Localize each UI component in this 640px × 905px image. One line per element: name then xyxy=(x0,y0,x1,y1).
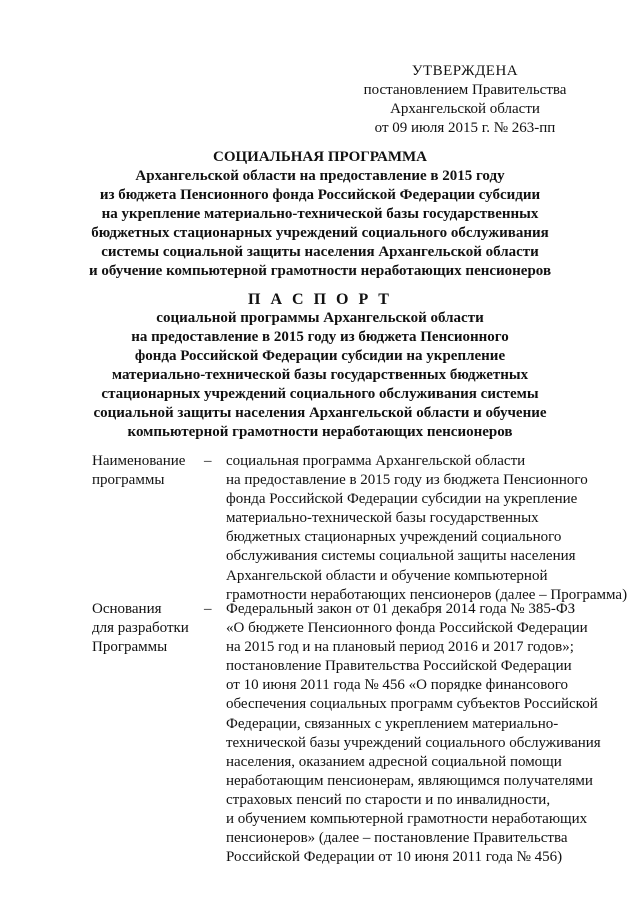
approval-line: постановлением Правительства xyxy=(363,82,567,98)
program-title xyxy=(40,148,600,281)
row-value-line: материально-технической базы государственных xyxy=(226,510,539,527)
row-value-line: пенсионеров» (далее – постановление Правительства xyxy=(226,830,568,847)
program-title-heading: СОЦИАЛЬНАЯ ПРОГРАММА xyxy=(212,149,428,165)
row-value-line: фонда Российской Федерации субсидии на укрепление xyxy=(226,491,578,508)
row-value-line: на предоставление в 2015 году из бюджета Пенсионного xyxy=(226,472,588,489)
row-label xyxy=(92,600,202,657)
row-value-line: «О бюджете Пенсионного фонда Российской Федерации xyxy=(226,620,588,637)
row-value-line: обеспечения социальных программ субъектов Российской xyxy=(226,696,598,713)
row-value-line: постановление Правительства Российской Федерации xyxy=(226,658,572,675)
row-value-line: на 2015 год и на плановый период 2016 и 2017 годов»; xyxy=(226,639,574,656)
approval-line: Архангельской области xyxy=(390,101,540,117)
row-label-line: Программы xyxy=(92,639,168,656)
row-label-line: Наименование xyxy=(92,453,186,469)
row-value-line: неработающим пенсионерам, являющимся получателями xyxy=(226,772,593,789)
approval-heading: УТВЕРЖДЕНА xyxy=(411,63,519,79)
passport-heading: П А С П О Р Т xyxy=(248,291,392,308)
row-value-line: Федеральный закон от 01 декабря 2014 года № 385-ФЗ xyxy=(226,601,576,617)
passport-title-line: стационарных учреждений социального обслуживания системы xyxy=(101,386,539,402)
passport-title xyxy=(40,290,600,442)
row-label-line: для разработки xyxy=(92,620,189,637)
row-value-line: и обучением компьютерной грамотности неработающих xyxy=(226,811,588,828)
passport-title-line: материально-технической базы государственных бюджетных xyxy=(111,367,529,383)
row-value-line: от 10 июня 2011 года № 456 «О порядке финансового xyxy=(226,677,568,694)
row-value-line: социальная программа Архангельской области xyxy=(226,453,526,469)
row-label-line: Основания xyxy=(92,601,162,617)
row-value-line: бюджетных стационарных учреждений социального xyxy=(226,529,562,546)
approval-stamp xyxy=(340,62,590,138)
row-value xyxy=(226,600,622,867)
passport-title-line: социальной защиты населения Архангельской области и обучение xyxy=(93,405,547,421)
passport-title-line: социальной программы Архангельской области xyxy=(156,310,484,326)
row-dash: – xyxy=(204,601,212,617)
row-value xyxy=(226,452,628,605)
passport-title-line: на предоставление в 2015 году из бюджета Пенсионного xyxy=(131,329,509,345)
program-title-line: из бюджета Пенсионного фонда Российской Федерации субсидии xyxy=(99,187,541,203)
program-title-line: Архангельской области на предоставление в 2015 году xyxy=(135,168,505,184)
row-label xyxy=(92,452,202,490)
program-title-line: на укрепление материально-технической базы государственных xyxy=(101,206,539,222)
passport-title-line: фонда Российской Федерации субсидии на укрепление xyxy=(134,348,506,364)
approval-line: от 09 июля 2015 г. № 263-пп xyxy=(374,120,556,136)
row-value-line: грамотности неработающих пенсионеров (далее – Программа) xyxy=(226,586,628,603)
row-dash: – xyxy=(204,453,212,469)
row-label-line: программы xyxy=(92,472,165,489)
row-value-line: обслуживания системы социальной защиты населения xyxy=(226,548,576,565)
passport-title-line: компьютерной грамотности неработающих пенсионеров xyxy=(127,424,513,440)
program-title-line: системы социальной защиты населения Архангельской области xyxy=(101,244,539,260)
program-title-line: бюджетных стационарных учреждений социального обслуживания xyxy=(91,225,549,241)
program-title-line: и обучение компьютерной грамотности неработающих пенсионеров xyxy=(88,263,552,279)
row-value-line: технической базы учреждений социального обслуживания xyxy=(226,734,601,751)
row-value-line: Архангельской области и обучение компьютерной xyxy=(226,567,548,584)
row-value-line: страховых пенсий по старости и по инвалидности, xyxy=(226,791,551,808)
row-value-line: Российской Федерации от 10 июня 2011 года № 456) xyxy=(226,849,563,866)
row-value-line: Федерации, связанных с укреплением материально- xyxy=(226,715,559,732)
row-value-line: населения, оказанием адресной социальной помощи xyxy=(226,753,562,770)
